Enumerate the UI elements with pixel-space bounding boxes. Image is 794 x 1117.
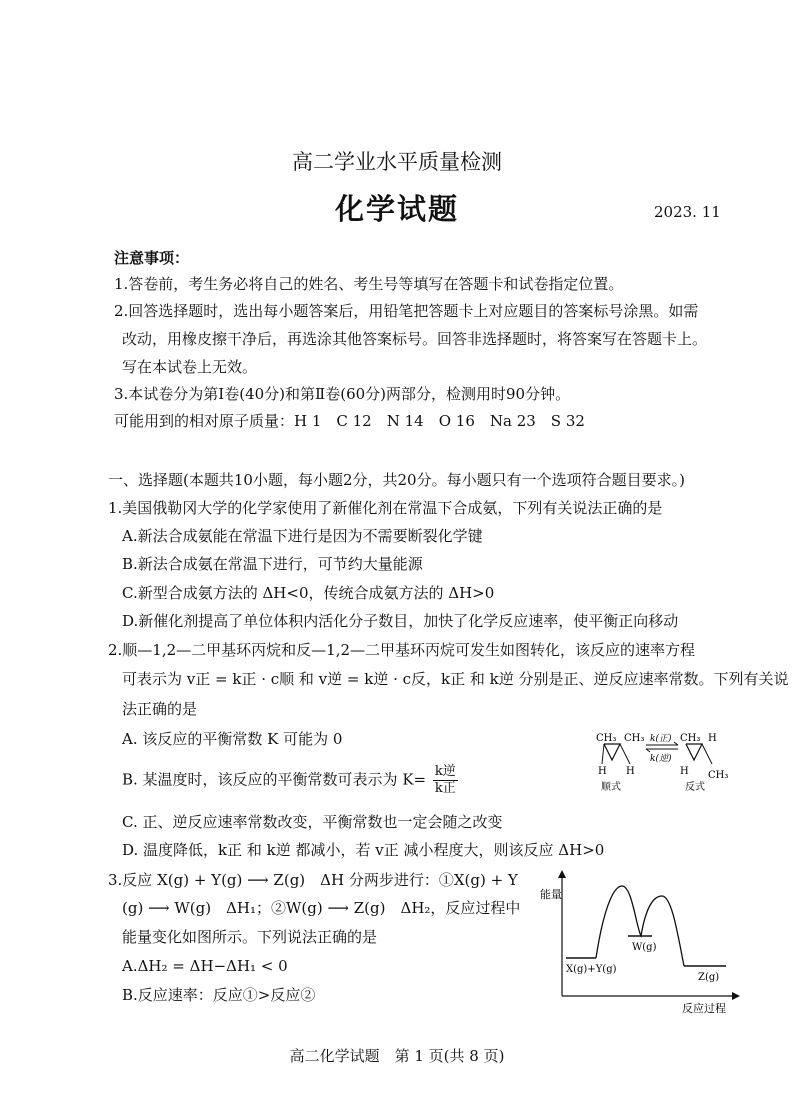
cis-ring — [604, 744, 620, 760]
q1-option-b: B.新法合成氨在常温下进行，可节约大量能源 — [122, 555, 423, 573]
energy-curve — [596, 886, 684, 966]
note-item-2: 2.回答选择题时，选出每小题答案后，用铅笔把答题卡上对应题目的答案标号涂黑。如需 — [114, 302, 699, 320]
fraction-denominator: k正 — [434, 781, 456, 796]
q1-stem: 1.美国俄勒冈大学的化学家使用了新催化剂在常温下合成氨，下列有关说法正确的是 — [108, 499, 663, 517]
q1-option-d: D.新催化剂提高了单位体积内活化分子数目，加快了化学反应速率，使平衡正向移动 — [122, 612, 679, 630]
q2-option-a: A. 该反应的平衡常数 K 可能为 0 — [122, 730, 343, 748]
q3-option-b: B.反应速率：反应①>反应② — [122, 986, 316, 1004]
q2-stem-3: 法正确的是 — [122, 700, 198, 718]
product-label: Z(g) — [698, 972, 720, 983]
q1-option-c: C.新型合成氨方法的 ΔH<0，传统合成氨方法的 ΔH>0 — [122, 584, 495, 602]
trans-ring — [686, 744, 702, 760]
notes-heading: 注意事项： — [114, 249, 190, 267]
q3-stem-1: 3.反应 X(g) + Y(g) ⟶ Z(g) ΔH 分两步进行：①X(g) + Y — [108, 871, 518, 889]
bond-line — [602, 744, 604, 764]
x-arrowhead — [732, 992, 740, 1000]
ch3-label: CH₃ — [596, 733, 617, 744]
bond-line — [702, 744, 712, 764]
q1-option-a: A.新法合成氨能在常温下进行是因为不需要断裂化学键 — [122, 527, 483, 545]
y-arrowhead — [558, 870, 566, 878]
exam-title: 高二学业水平质量检测 — [292, 150, 502, 174]
q3-option-a: A.ΔH₂ = ΔH−ΔH₁ < 0 — [122, 957, 288, 975]
q3-stem-3: 能量变化如图所示。下列说法正确的是 — [122, 928, 378, 946]
ch3-label: CH₃ — [708, 770, 729, 781]
note-item-1: 1.答卷前，考生务必将自己的姓名、考生号等填写在答题卡和试卷指定位置。 — [114, 275, 624, 293]
q2-option-b — [122, 764, 460, 797]
q2-option-c: C. 正、逆反应速率常数改变，平衡常数也一定会随之改变 — [122, 813, 503, 831]
cis-label: 顺式 — [601, 782, 621, 793]
q2-stem-2: 可表示为 v正 = k正 · c顺 和 v逆 = k逆 · c反，k正 和 k逆 分别是正、逆反应速率常数。下列有关说 — [122, 670, 789, 688]
ch3-label: CH₃ — [624, 733, 645, 744]
rate-constant-fraction — [433, 764, 458, 797]
q3-stem-2: (g) ⟶ W(g) ΔH₁；②W(g) ⟶ Z(g) ΔH₂，反应过程中 — [122, 899, 521, 917]
q2-option-d: D. 温度降低，k正 和 k逆 都减小，若 v正 减小程度大，则该反应 ΔH>0 — [122, 841, 605, 859]
note-item-2-cont: 改动，用橡皮擦干净后，再选涂其他答案标号。回答非选择题时，将答案写在答题卡上。 — [122, 330, 708, 348]
forward-constant-label: k(正) — [650, 734, 672, 744]
trans-label: 反式 — [685, 782, 705, 793]
q2-option-b-text: B. 某温度时，该反应的平衡常数可表示为 K= — [122, 770, 427, 789]
section-heading: 一、选择题(本题共10小题，每小题2分，共20分。每小题只有一个选项符合题目要求。) — [108, 471, 685, 489]
bond-line — [620, 744, 630, 764]
h-label: H — [626, 766, 635, 777]
note-item-3: 3.本试卷分为第Ⅰ卷(40分)和第Ⅱ卷(60分)两部分，检测用时90分钟。 — [114, 385, 571, 403]
y-axis-label: 能量 — [540, 888, 562, 901]
exam-date: 2023. 11 — [654, 203, 721, 221]
h-label: H — [598, 766, 607, 777]
energy-diagram — [538, 866, 744, 1016]
note-item-2-cont2: 写在本试卷上无效。 — [122, 358, 258, 376]
subject-title: 化学试题 — [334, 192, 459, 226]
h-label: H — [708, 733, 717, 744]
isomerization-figure — [590, 728, 750, 794]
q2-stem-1: 2.顺—1,2—二甲基环丙烷和反—1,2—二甲基环丙烷可发生如图转化，该反应的速率方程 — [108, 641, 696, 659]
intermediate-label: W(g) — [632, 942, 657, 953]
x-axis-label: 反应过程 — [682, 1002, 726, 1015]
reactant-label: X(g)+Y(g) — [566, 964, 617, 975]
ch3-label: CH₃ — [680, 733, 701, 744]
atomic-mass-line: 可能用到的相对原子质量：H 1 C 12 N 14 O 16 Na 23 S 32 — [114, 412, 585, 430]
page-footer: 高二化学试题 第 1 页(共 8 页) — [289, 1047, 505, 1065]
h-label: H — [680, 766, 689, 777]
fraction-numerator: k逆 — [434, 764, 456, 779]
reverse-constant-label: k(逆) — [650, 754, 672, 764]
